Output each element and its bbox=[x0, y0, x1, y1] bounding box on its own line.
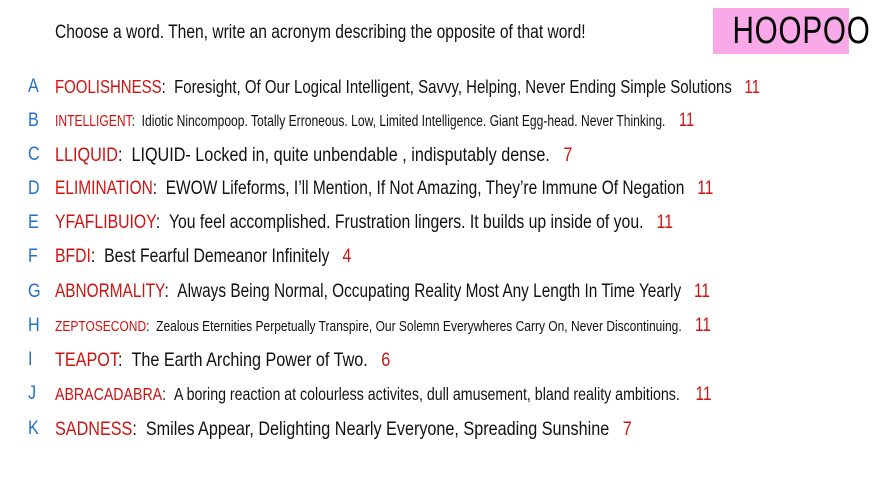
item-acronym: Always Being Normal, Occupating Reality Most Any Length In Time Yearly bbox=[177, 281, 682, 302]
item-score: 11 bbox=[678, 110, 695, 131]
item-acronym: Idiotic Nincompoop. Totally Erroneous. Low, Limited Intelligence. Giant Egg-head. Never Thinking. bbox=[141, 113, 666, 130]
list-item-i bbox=[0, 346, 853, 374]
item-score: 4 bbox=[342, 246, 352, 267]
item-line: YFAFLIBUIOY: You feel accomplished. Frustration lingers. It builds up inside of you. 11 bbox=[55, 212, 674, 233]
item-line: ZEPTOSECOND: Zealous Eternities Perpetually Transpire, Our Solemn Everywheres Carry On, Never Discontinuing. 11 bbox=[55, 315, 711, 336]
item-letter: A bbox=[28, 76, 39, 97]
item-acronym: The Earth Arching Power of Two. bbox=[131, 349, 368, 371]
list-item-k bbox=[0, 415, 853, 443]
item-word: ZEPTOSECOND bbox=[55, 318, 147, 335]
item-score: 7 bbox=[622, 418, 632, 440]
item-word: BFDI bbox=[55, 246, 91, 267]
item-line: ABRACADABRA: A boring reaction at colourless activites, dull amusement, bland reality ambitions. 11 bbox=[55, 384, 712, 405]
item-line: SADNESS: Smiles Appear, Delighting Nearly Everyone, Spreading Sunshine 7 bbox=[55, 418, 632, 440]
item-acronym: You feel accomplished. Frustration lingers. It builds up inside of you. bbox=[168, 212, 644, 233]
item-word: INTELLIGENT bbox=[55, 113, 132, 130]
list-item-h bbox=[0, 312, 853, 340]
item-score: 7 bbox=[563, 144, 573, 166]
item-word: SADNESS bbox=[55, 418, 133, 440]
list-item-d bbox=[0, 175, 853, 203]
item-letter: I bbox=[28, 349, 33, 370]
item-letter: F bbox=[28, 246, 38, 267]
item-score: 11 bbox=[656, 212, 674, 233]
item-line: INTELLIGENT: Idiotic Nincompoop. Totally Erroneous. Low, Limited Intelligence. Giant Egg-head. Never Thinking. 11 bbox=[55, 110, 695, 131]
item-acronym: LIQUID- Locked in, quite unbendable , indisputably dense. bbox=[131, 144, 550, 166]
item-acronym: Best Fearful Demeanor Infinitely bbox=[104, 246, 330, 267]
item-word: LLIQUID bbox=[55, 144, 118, 166]
item-score: 11 bbox=[695, 384, 712, 405]
list-item-c bbox=[0, 141, 853, 169]
list-item-f bbox=[0, 243, 853, 271]
item-score: 6 bbox=[381, 349, 391, 371]
list-item-e bbox=[0, 209, 853, 237]
item-score: 11 bbox=[695, 315, 711, 336]
list-item-j bbox=[0, 380, 853, 408]
item-word: TEAPOT bbox=[55, 349, 118, 371]
brand-logo bbox=[713, 8, 871, 54]
item-acronym: Foresight, Of Our Logical Intelligent, Savvy, Helping, Never Ending Simple Solutions bbox=[174, 76, 732, 97]
item-score: 11 bbox=[693, 281, 710, 302]
item-score: 11 bbox=[697, 178, 714, 199]
list-item-b bbox=[0, 107, 853, 135]
item-word: ABNORMALITY bbox=[55, 281, 165, 302]
item-letter: H bbox=[28, 315, 40, 336]
brand-logo-text: HOOPOO bbox=[732, 10, 871, 52]
item-line: FOOLISHNESS: Foresight, Of Our Logical Intelligent, Savvy, Helping, Never Ending Simple Solutions 11 bbox=[55, 76, 760, 97]
item-line: BFDI: Best Fearful Demeanor Infinitely 4 bbox=[55, 246, 352, 267]
item-acronym: EWOW Lifeforms, I’ll Mention, If Not Amazing, They’re Immune Of Negation bbox=[165, 178, 685, 199]
item-letter: E bbox=[28, 212, 39, 233]
item-letter: C bbox=[28, 144, 40, 165]
list-item-a bbox=[0, 73, 853, 101]
item-acronym: Zealous Eternities Perpetually Transpire, Our Solemn Everywheres Carry On, Never Discontinuing. bbox=[156, 318, 682, 335]
item-acronym: A boring reaction at colourless activites, dull amusement, bland reality ambitions. bbox=[173, 384, 680, 404]
item-word: ELIMINATION bbox=[55, 178, 153, 199]
item-score: 11 bbox=[744, 76, 760, 97]
item-line: TEAPOT: The Earth Arching Power of Two. 6 bbox=[55, 349, 391, 371]
item-letter: B bbox=[28, 110, 39, 131]
instructions-text: Choose a word. Then, write an acronym describing the opposite of that word! bbox=[55, 22, 586, 43]
item-letter: K bbox=[28, 418, 39, 439]
item-acronym: Smiles Appear, Delighting Nearly Everyone, Spreading Sunshine bbox=[145, 418, 610, 440]
item-letter: D bbox=[28, 178, 40, 199]
list-item-g bbox=[0, 278, 853, 306]
item-letter: J bbox=[28, 383, 37, 404]
item-letter: G bbox=[28, 281, 41, 302]
item-word: YFAFLIBUIOY bbox=[55, 212, 156, 233]
item-word: ABRACADABRA bbox=[55, 384, 163, 404]
item-line: ELIMINATION: EWOW Lifeforms, I’ll Mention, If Not Amazing, They’re Immune Of Negation 11 bbox=[55, 178, 714, 199]
item-line: LLIQUID: LIQUID- Locked in, quite unbendable , indisputably dense. 7 bbox=[55, 144, 573, 166]
item-word: FOOLISHNESS bbox=[55, 76, 162, 97]
item-line: ABNORMALITY: Always Being Normal, Occupating Reality Most Any Length In Time Yearly 11 bbox=[55, 281, 710, 302]
